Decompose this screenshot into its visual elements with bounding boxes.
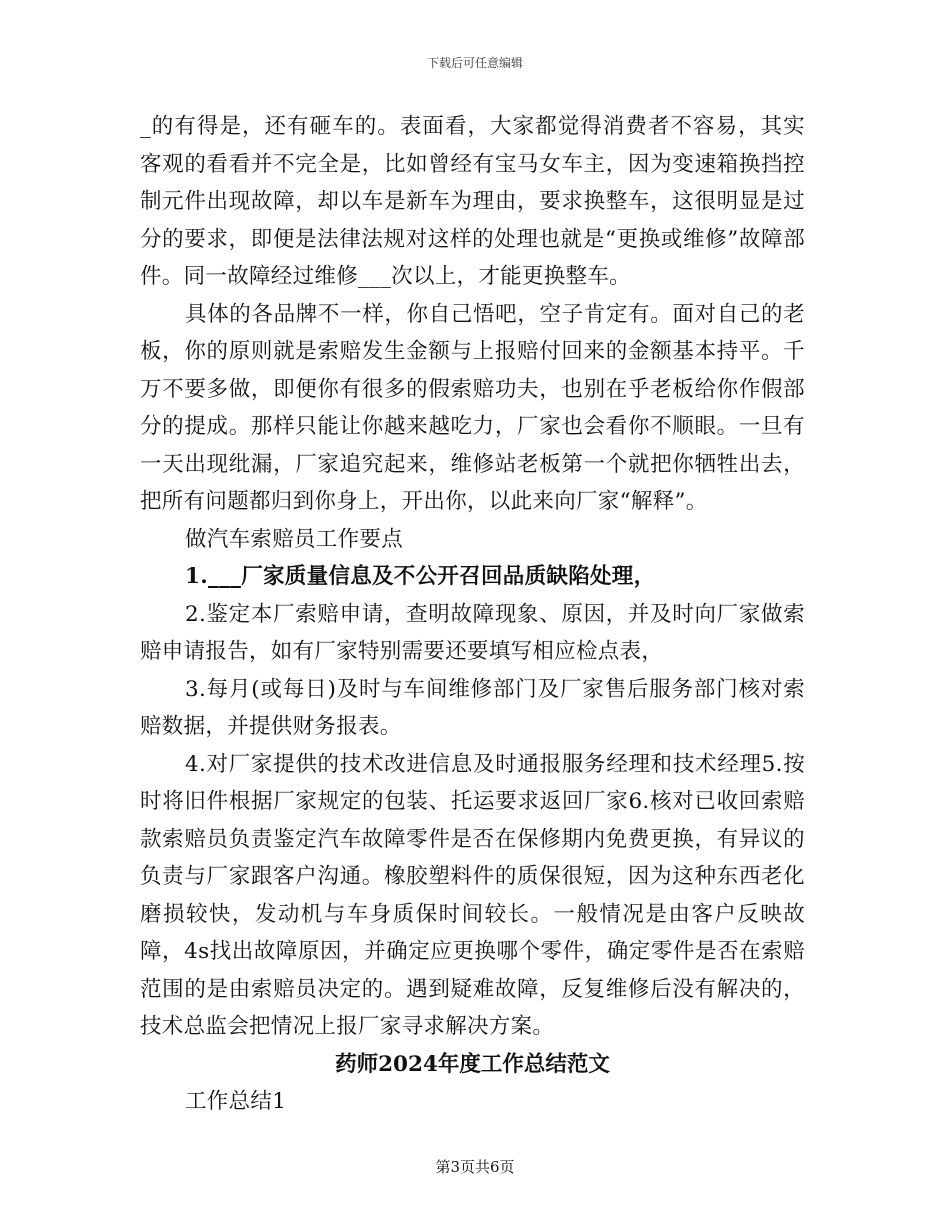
paragraph: 2.鉴定本厂索赔申请，查明故障现象、原因，并及时向厂家做索赔申请报告，如有厂家特别需要还要填写相应检点表， (140, 601, 805, 664)
paragraph-bold: 1.___厂家质量信息及不公开召回品质缺陷处理， (185, 564, 656, 589)
paragraph: _的有得是，还有砸车的。表面看，大家都觉得消费者不容易，其实客观的看看并不完全是，比如曾经有宝马女车主，因为变速箱换挡控制元件出现故障，却以车是新车为理由，要求换整车，这很明显是过分的要求，即便是法律法规对这样的处理也就是“更换或维修”故障部件。同一故障经过维修___次以上，才能更换整车。 (140, 114, 805, 289)
section-title: 药师2024年度工作总结范文 (335, 1051, 610, 1077)
paragraph: 4.对厂家提供的技术改进信息及时通报服务经理和技术经理5.按时将旧件根据厂家规定的包装、托运要求返回厂家6.核对已收回索赔款索赔员负责鉴定汽车故障零件是否在保修期内免费更换，有异议的负责与厂家跟客户沟通。橡胶塑料件的质保很短，因为这种东西老化磨损较快，发动机与车身质保时间较长。一般情况是由客户反映故障，4s找出故障原因，并确定应更换哪个零件，确定零件是否在索赔范围的是由索赔员决定的。遇到疑难故障，反复维修后没有解决的，技术总监会把情况上报厂家寻求解决方案。 (140, 751, 805, 1039)
paragraph: 具体的各品牌不一样，你自己悟吧，空子肯定有。面对自己的老板，你的原则就是索赔发生金额与上报赔付回来的金额基本持平。千万不要多做，即便你有很多的假索赔功夫，也别在乎老板给你作假部分的提成。那样只能让你越来越吃力，厂家也会看你不顺眼。一旦有一天出现纰漏，厂家追究起来，维修站老板第一个就把你牺牲出去，把所有问题都归到你身上，开出你，以此来向厂家“解释”。 (140, 301, 805, 514)
sub-heading: 工作总结1 (185, 1089, 287, 1114)
page-footer: 第3页共6页 (435, 1158, 515, 1176)
paragraph: 3.每月(或每日)及时与车间维修部门及厂家售后服务部门核对索赔数据，并提供财务报表。 (140, 676, 805, 739)
document-body (140, 108, 805, 1121)
page-header: 下载后可任意编辑 (426, 56, 523, 70)
paragraph: 做汽车索赔员工作要点 (185, 526, 404, 552)
